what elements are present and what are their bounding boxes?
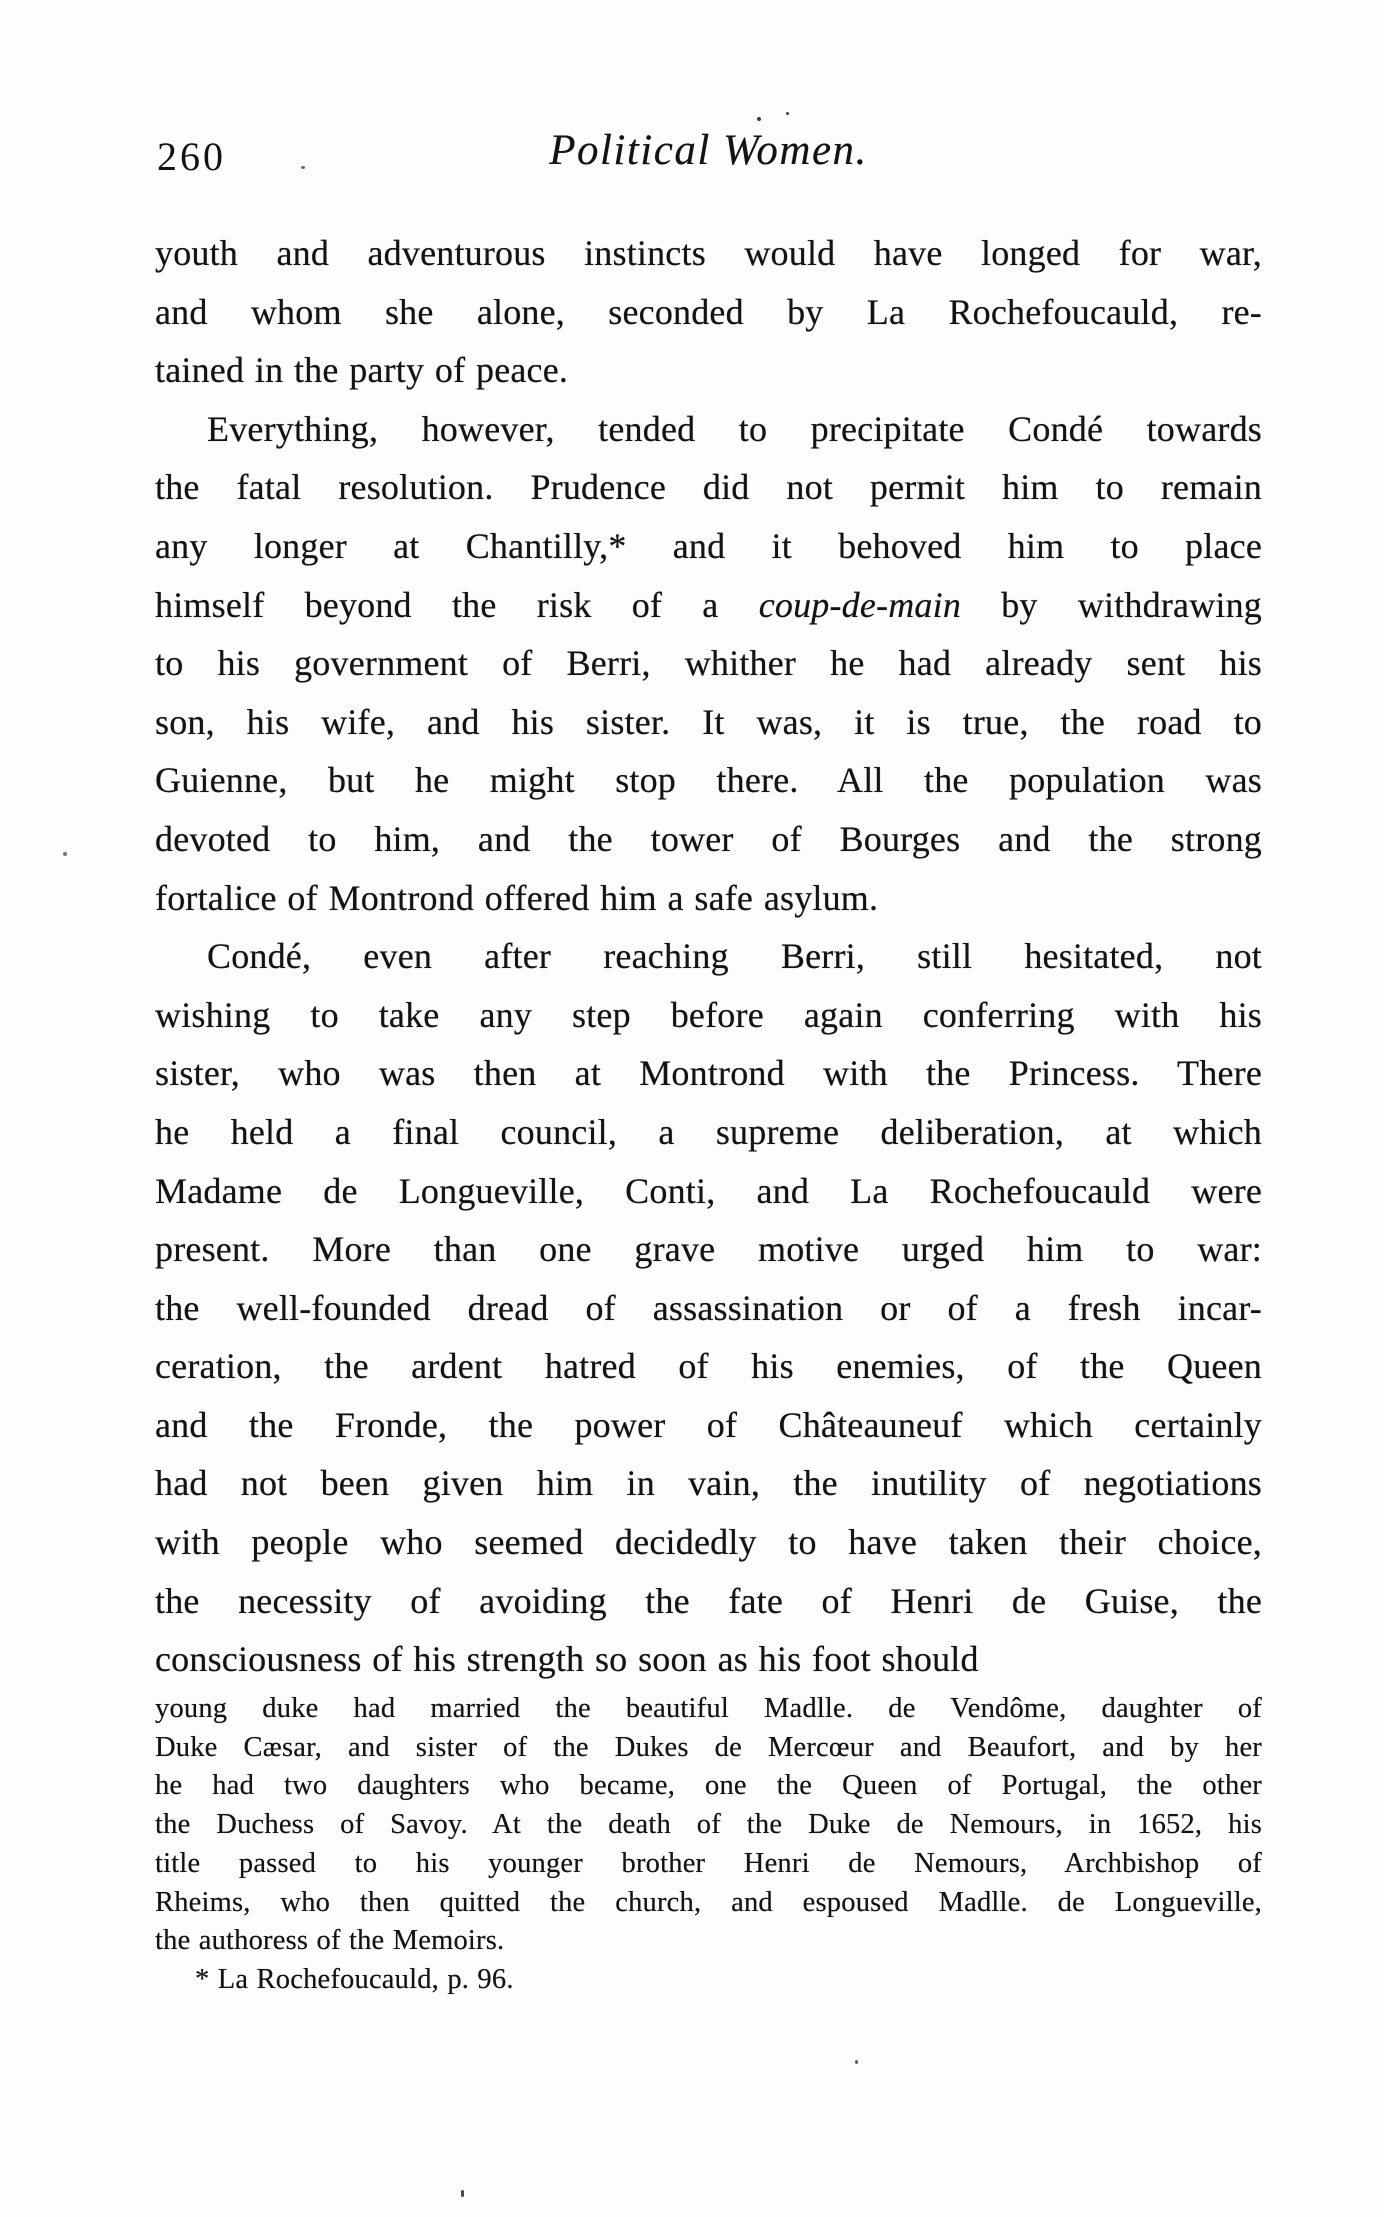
running-title: Political Women. [549,127,868,174]
text-line: any longer at Chantilly,* and it behoved him to place [155,525,1262,566]
text-line: Guienne, but he might stop there. All the population was [155,760,1262,801]
text-line: Everything, however, tended to precipitate Condé towards [207,408,1262,449]
scan-artifact-dot [855,2060,858,2064]
text-line: Condé, even after reaching Berri, still hesitated, not [207,936,1262,977]
text-line: fortalice of Montrond offered him a safe asylum. [155,877,879,918]
footnote-citation: * La Rochefoucauld, p. 96. [195,1963,514,1995]
footnote-line: Duke Cæsar, and sister of the Dukes de Mercœur and Beaufort, and by her [155,1731,1262,1763]
footnote-line: title passed to his younger brother Henri de Nemours, Archbishop of [155,1847,1262,1879]
page-header [155,126,1262,182]
text-line: and whom she alone, seconded by La Rochefoucauld, re- [155,291,1262,332]
footnote-line: he had two daughters who became, one the Queen of Portugal, the other [155,1770,1262,1802]
text-line: youth and adventurous instincts would have longed for war, [155,233,1262,273]
footnote-line: the authoress of the Memoirs. [155,1925,505,1957]
text-line: had not been given him in vain, the inutility of negotiations [155,1463,1262,1504]
body-text [155,224,1262,1689]
text-line: ceration, the ardent hatred of his enemies, of the Queen [155,1346,1262,1387]
text-line: tained in the party of peace. [155,350,569,391]
text-line: wishing to take any step before again conferring with his [155,994,1262,1035]
text-line: the fatal resolution. Prudence did not permit him to remain [155,467,1262,508]
footnote-line: the Duchess of Savoy. At the death of the Duke de Nemours, in 1652, his [155,1809,1262,1841]
text-line: devoted to him, and the tower of Bourges and the strong [155,818,1262,859]
text-line: present. More than one grave motive urged him to war: [155,1229,1262,1270]
scan-artifact-dot [461,2190,464,2197]
page-number: 260 [157,134,226,179]
scan-artifact-dot [757,117,761,121]
text-line: the well-founded dread of assassination or of a fresh incar- [155,1287,1262,1328]
scan-artifact-dot [786,112,789,115]
footnote-line: Rheims, who then quitted the church, and espoused Madlle. de Longueville, [155,1886,1262,1918]
text-line: to his government of Berri, whither he had already sent his [155,643,1262,684]
text-line: sister, who was then at Montrond with the Princess. There [155,1053,1262,1094]
text-line: consciousness of his strength so soon as his foot should [155,1639,979,1680]
italic-phrase: coup-de-main [758,584,962,625]
text-line: Madame de Longueville, Conti, and La Rochefoucauld were [155,1170,1262,1211]
scan-artifact-dot [301,166,305,169]
text-segment: by withdrawing [961,584,1262,625]
footnote [155,1690,1262,2000]
text-line: and the Fronde, the power of Châteauneuf which certainly [155,1404,1262,1445]
text-line [155,576,1262,635]
scan-artifact-dot [63,852,67,856]
footnote-line: young duke had married the beautiful Madlle. de Vendôme, daughter of [155,1693,1262,1724]
text-line: he held a final council, a supreme deliberation, at which [155,1111,1262,1152]
text-segment: himself beyond the risk of a [155,584,759,625]
text-line: the necessity of avoiding the fate of Henri de Guise, the [155,1580,1262,1621]
text-line: with people who seemed decidedly to have taken their choice, [155,1522,1262,1563]
text-line: son, his wife, and his sister. It was, it is true, the road to [155,701,1262,742]
